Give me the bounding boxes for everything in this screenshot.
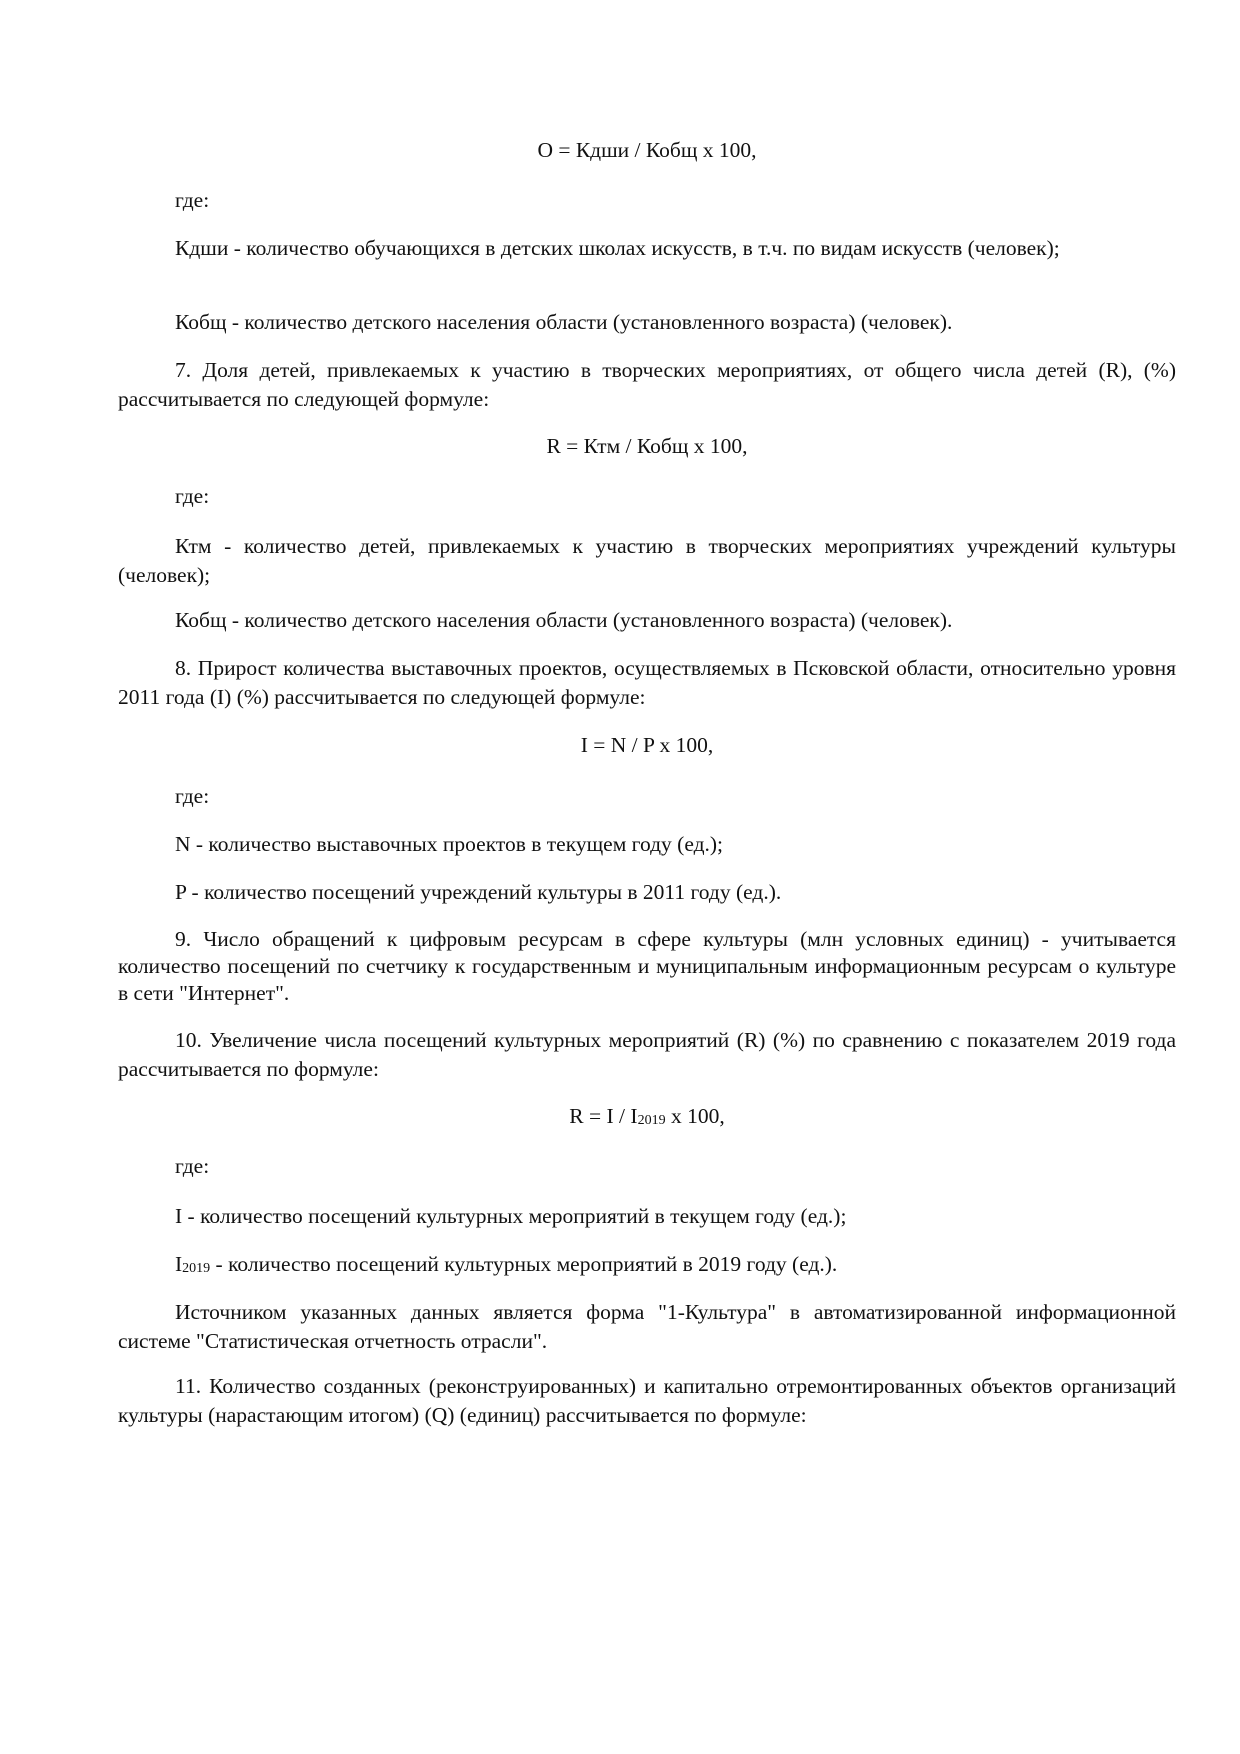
paragraph-item-7: 7. Доля детей, привлекаемых к участию в творческих мероприятиях, от общего числа детей (R), (%) рассчитывается по следующей формуле: — [118, 358, 1176, 411]
definition-p: P - количество посещений учреждений культуры в 2011 году (ед.). — [175, 880, 782, 904]
definition-kobshch: Кобщ - количество детского населения области (установленного возраста) (человек). — [175, 608, 953, 632]
definition-subscript: 2019 — [182, 1261, 211, 1276]
where-label: где: — [175, 188, 210, 212]
paragraph-item-8: 8. Прирост количества выставочных проектов, осуществляемых в Псковской области, относительно уровня 2011 года (I) (%) рассчитывается по следующей формуле: — [118, 656, 1176, 709]
formula-o: O = Кдши / Кобщ x 100, — [537, 138, 757, 162]
definition-ktm: Ктм - количество детей, привлекаемых к участию в творческих мероприятиях учреждений культуры (человек); — [118, 534, 1176, 587]
definition-i: I - количество посещений культурных мероприятий в текущем году (ед.); — [175, 1204, 847, 1228]
definition-i2019 — [118, 1250, 1176, 1282]
definition-kobshch: Кобщ - количество детского населения области (установленного возраста) (человек). — [175, 310, 953, 334]
formula-suffix: x 100, — [665, 1104, 725, 1128]
paragraph-item-9: 9. Число обращений к цифровым ресурсам в сфере культуры (млн условных единиц) - учитывается количество посещений по счетчику к государственным и муниципальным информационным ресурсам о культуре в сети "Интернет". — [118, 927, 1176, 1005]
where-label: где: — [175, 784, 210, 808]
definition-suffix: - количество посещений культурных мероприятий в 2019 году (ед.). — [210, 1252, 838, 1276]
where-label: где: — [175, 484, 210, 508]
definition-kdshi: Кдши - количество обучающихся в детских школах искусств, в т.ч. по видам искусств (человек); — [175, 236, 1060, 260]
formula-prefix: R = I / I — [569, 1104, 638, 1128]
formula-r: R = Ктм / Кобщ x 100, — [546, 434, 748, 458]
definition-prefix: I — [175, 1252, 183, 1276]
formula-i: I = N / P x 100, — [580, 733, 714, 757]
where-label: где: — [175, 1154, 210, 1178]
formula-subscript: 2019 — [637, 1113, 666, 1128]
paragraph-item-10: 10. Увеличение числа посещений культурных мероприятий (R) (%) по сравнению с показателем 2019 года рассчитывается по формуле: — [118, 1028, 1176, 1081]
formula-r-2019 — [118, 1102, 1176, 1134]
paragraph-item-11: 11. Количество созданных (реконструированных) и капитально отремонтированных объектов организаций культуры (нарастающим итогом) (Q) (единиц) рассчитывается по формуле: — [118, 1374, 1176, 1427]
definition-n: N - количество выставочных проектов в текущем году (ед.); — [175, 832, 724, 856]
paragraph-source: Источником указанных данных является форма "1-Культура" в автоматизированной информационной системе "Статистическая отчетность отрасли". — [118, 1300, 1176, 1353]
